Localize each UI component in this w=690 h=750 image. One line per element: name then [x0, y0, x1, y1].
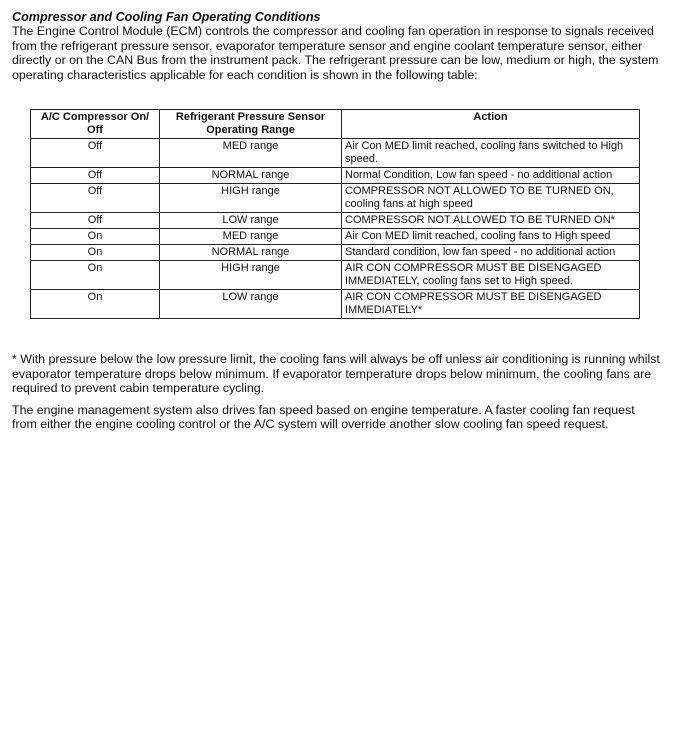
cell-compressor-state: On [31, 229, 160, 245]
cell-pressure-range: MED range [160, 139, 342, 168]
table-row [31, 290, 640, 319]
section-title: Compressor and Cooling Fan Operating Conditions [12, 10, 321, 24]
cell-compressor-state: On [31, 290, 160, 319]
cell-pressure-range: HIGH range [160, 261, 342, 290]
cell-pressure-range: MED range [160, 229, 342, 245]
cell-compressor-state: Off [31, 184, 160, 213]
operating-conditions-table [30, 109, 640, 319]
cell-compressor-state: On [31, 261, 160, 290]
cell-pressure-range: HIGH range [160, 184, 342, 213]
table-row [31, 139, 640, 168]
cell-action: Standard condition, low fan speed - no additional action [342, 245, 640, 261]
table-row [31, 261, 640, 290]
cell-compressor-state: Off [31, 139, 160, 168]
intro-section [12, 10, 660, 82]
header-pressure-range: Refrigerant Pressure Sensor Operating Range [160, 110, 342, 139]
closing-paragraph: The engine management system also drives fan speed based on engine temperature. A faster cooling fan request from either the engine cooling control or the A/C system will override another slow cooling fan speed request. [12, 402, 635, 432]
cell-action: AIR CON COMPRESSOR MUST BE DISENGAGED IMMEDIATELY* [342, 290, 640, 319]
cell-action: Normal Condition, Low fan speed - no additional action [342, 168, 640, 184]
table-row [31, 213, 640, 229]
intro-paragraph: The Engine Control Module (ECM) controls the compressor and cooling fan operation in response to signals received from the refrigerant pressure sensor, evaporator temperature sensor and engine coolant temperature sensor, either directly or on the CAN Bus from the instrument pack. The refrigerant pressure can be low, medium or high, the system operating characteristics applicable for each condition is shown in the following table: [12, 24, 659, 82]
cell-pressure-range: NORMAL range [160, 168, 342, 184]
header-compressor-state: A/C Compressor On/ Off [31, 110, 160, 139]
cell-pressure-range: NORMAL range [160, 245, 342, 261]
table-header-row [31, 110, 640, 139]
table-row [31, 229, 640, 245]
cell-pressure-range: LOW range [160, 213, 342, 229]
cell-action: AIR CON COMPRESSOR MUST BE DISENGAGED IMMEDIATELY, cooling fans set to High speed. [342, 261, 640, 290]
footnote-paragraph: * With pressure below the low pressure limit, the cooling fans will always be off unless air conditioning is running whilst evaporator temperature drops below minimum. If evaporator temperature drops below minimum, the cooling fans are required to prevent cabin temperature cycling. [12, 352, 660, 396]
cell-action: COMPRESSOR NOT ALLOWED TO BE TURNED ON* [342, 213, 640, 229]
cell-action: Air Con MED limit reached, cooling fans switched to High speed. [342, 139, 640, 168]
cell-compressor-state: Off [31, 168, 160, 184]
table-row [31, 245, 640, 261]
cell-compressor-state: On [31, 245, 160, 261]
table-row [31, 184, 640, 213]
table-row [31, 168, 640, 184]
cell-action: Air Con MED limit reached, cooling fans to High speed [342, 229, 640, 245]
header-action: Action [342, 110, 640, 139]
notes-section [12, 352, 660, 432]
cell-pressure-range: LOW range [160, 290, 342, 319]
cell-action: COMPRESSOR NOT ALLOWED TO BE TURNED ON, cooling fans at high speed [342, 184, 640, 213]
cell-compressor-state: Off [31, 213, 160, 229]
